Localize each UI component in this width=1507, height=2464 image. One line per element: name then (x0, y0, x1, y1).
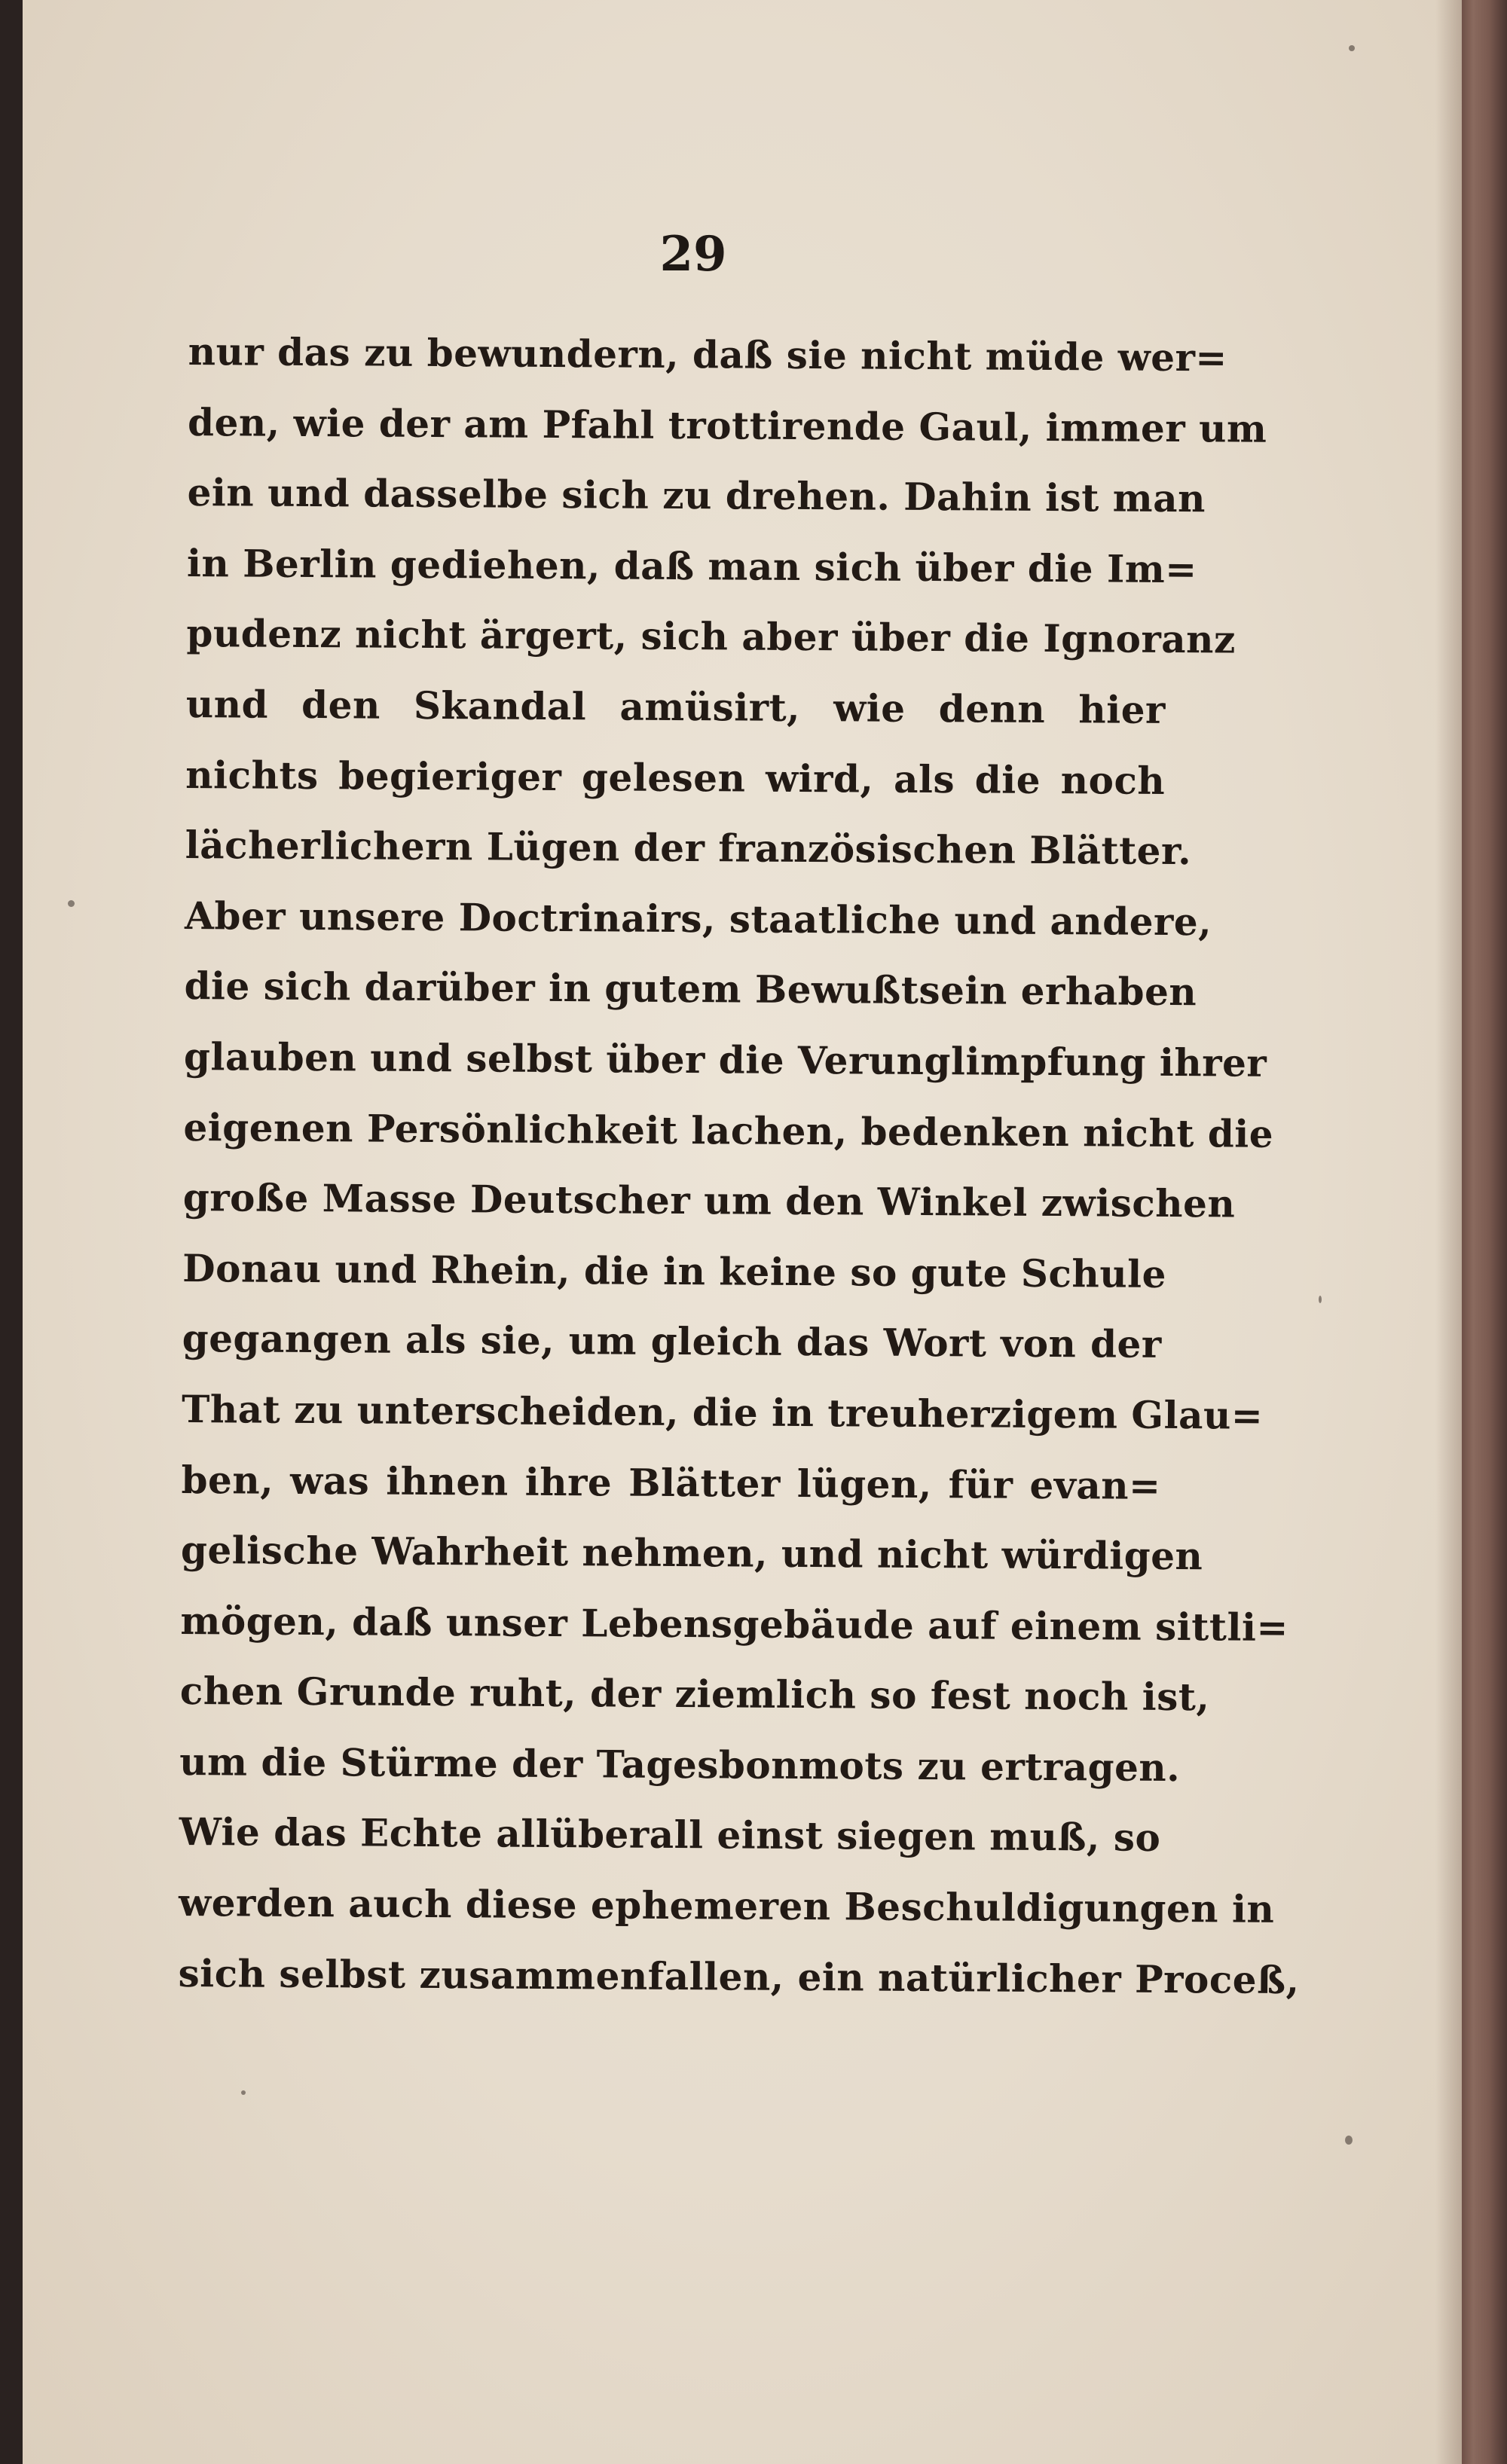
text-line: den, wie der am Pfahl trottirende Gaul, immer um (187, 399, 1267, 451)
page-gutter-shadow (1435, 0, 1462, 2464)
text-line: große Masse Deutscher um den Winkel zwischen (182, 1175, 1236, 1226)
text-line: That zu unterscheiden, die in treuherzigem Glau= (181, 1386, 1264, 1438)
text-line: sich selbst zusammenfallen, ein natürlicher Proceß, (178, 1950, 1300, 2002)
text-line: pudenz nicht ärgert, sich aber über die Ignoranz (186, 611, 1236, 662)
body-text (178, 316, 1300, 2014)
text-line: Donau und Rhein, die in keine so gute Schule (182, 1245, 1167, 1296)
text-line: um die Stürme der Tagesbonmots zu ertragen. (179, 1739, 1181, 1790)
text-line: werden auch diese ephemeren Beschuldigungen in (178, 1880, 1275, 1931)
paper-speck (68, 900, 75, 907)
paper-speck (1345, 2136, 1353, 2145)
text-line: nur das zu bewundern, daß sie nicht müde wer= (188, 328, 1227, 380)
text-line: nichts begieriger gelesen wird, als die noch (185, 752, 1166, 803)
text-line: ben, was ihnen ihre Blätter lügen, für evan= (181, 1457, 1161, 1508)
text-line: die sich darüber in gutem Bewußtsein erhaben (184, 963, 1197, 1015)
paper-speck (1319, 1296, 1322, 1303)
text-line: mögen, daß unser Lebensgebäude auf einem sittli= (180, 1598, 1289, 1650)
text-line: Wie das Echte allüberall einst siegen muß, so (179, 1809, 1161, 1861)
paper-page (23, 0, 1462, 2464)
text-line: lächerlichern Lügen der französischen Blätter. (185, 823, 1192, 874)
text-line: eigenen Persönlichkeit lachen, bedenken nicht die (183, 1104, 1274, 1156)
book-edge (1462, 0, 1507, 2464)
text-line: Aber unsere Doctrinairs, staatliche und andere, (184, 893, 1212, 945)
text-line: ein und dasselbe sich zu drehen. Dahin ist man (187, 470, 1206, 521)
page-number: 29 (659, 226, 727, 282)
paper-speck (1349, 45, 1355, 51)
text-line: gegangen als sie, um gleich das Wort von der (182, 1316, 1162, 1367)
text-line: glauben und selbst über die Verunglimpfung ihrer (183, 1034, 1267, 1085)
text-line: gelische Wahrheit nehmen, und nicht würdigen (180, 1528, 1203, 1579)
paper-speck (241, 2090, 246, 2095)
text-line: und den Skandal amüsirt, wie denn hier (185, 681, 1166, 732)
text-line: in Berlin gediehen, daß man sich über die Im= (186, 540, 1197, 591)
text-line: chen Grunde ruht, der ziemlich so fest noch ist, (179, 1669, 1210, 1720)
